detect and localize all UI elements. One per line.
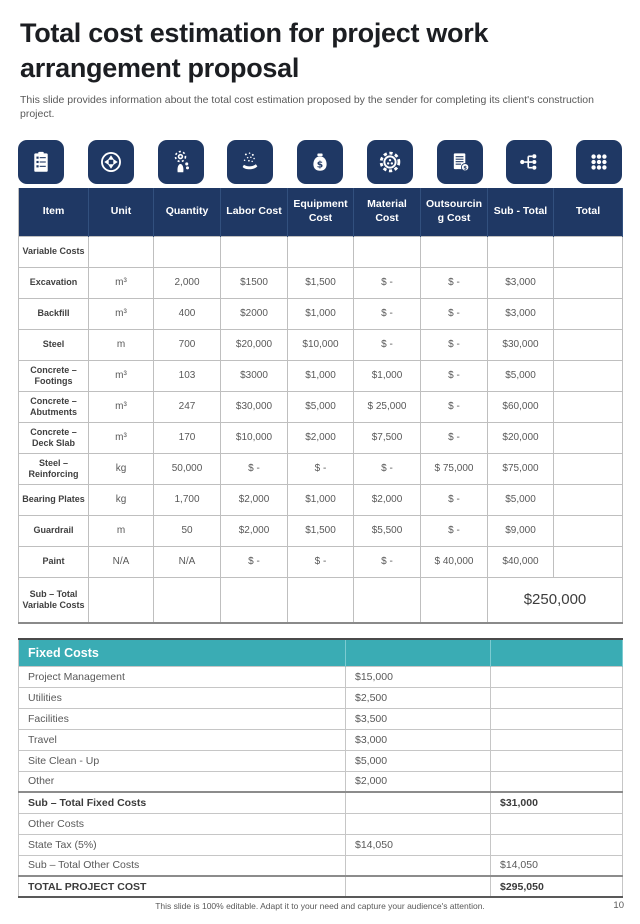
cost-table-row [19, 484, 623, 515]
cost-value-cell [554, 267, 623, 298]
cost-value-cell [554, 453, 623, 484]
fixed-cost-value: $2,500 [346, 687, 491, 708]
cost-value-cell: m [89, 329, 154, 360]
cost-value-cell: 1,700 [154, 484, 221, 515]
cost-value-cell: $ - [421, 360, 488, 391]
cost-value-cell: $9,000 [488, 515, 554, 546]
cost-value-cell: $ - [354, 453, 421, 484]
cost-value-cell: $2,000 [354, 484, 421, 515]
cost-table-row [19, 577, 623, 623]
cost-value-cell: $ - [421, 422, 488, 453]
fixed-cost-value: $3,500 [346, 708, 491, 729]
cost-value-cell: $ 40,000 [421, 546, 488, 577]
cost-value-cell: $ - [421, 267, 488, 298]
cost-empty-cell [221, 577, 288, 623]
fixed-cost-value: $3,000 [346, 729, 491, 750]
page-title: Total cost estimation for project work arrangement proposal [20, 18, 489, 84]
cost-value-cell [554, 329, 623, 360]
cost-value-cell: $1500 [221, 267, 288, 298]
money-bag-icon [297, 140, 343, 184]
fixed-cost-value [346, 876, 491, 897]
gear-settings-icon [367, 140, 413, 184]
cost-value-cell: $1,000 [354, 360, 421, 391]
cost-column-header: Equipment Cost [288, 188, 354, 236]
fixed-cost-label: Sub – Total Other Costs [19, 855, 346, 876]
cost-table-header-row [19, 188, 623, 236]
cost-value-cell: $ - [288, 453, 354, 484]
variable-costs-subtotal: $250,000 [488, 577, 623, 623]
cost-value-cell: $30,000 [221, 391, 288, 422]
cost-value-cell: $2000 [221, 298, 288, 329]
cost-value-cell: $5,000 [288, 391, 354, 422]
fixed-cost-value: $14,050 [346, 834, 491, 855]
fixed-cost-total [491, 666, 623, 687]
fixed-cost-label: State Tax (5%) [19, 834, 346, 855]
fixed-cost-label: Sub – Total Fixed Costs [19, 792, 346, 813]
cost-table-row [19, 360, 623, 391]
fixed-costs-row [19, 876, 623, 897]
fixed-costs-header-label: Fixed Costs [19, 639, 346, 666]
cost-table-row [19, 329, 623, 360]
cost-value-cell: $ - [221, 453, 288, 484]
cost-value-cell: 103 [154, 360, 221, 391]
clipboard-checklist-icon [18, 140, 64, 184]
cost-value-cell: 247 [154, 391, 221, 422]
cost-value-cell: $60,000 [488, 391, 554, 422]
fixed-cost-value [346, 855, 491, 876]
fixed-costs-row [19, 855, 623, 876]
cost-value-cell: 170 [154, 422, 221, 453]
cost-value-cell: $10,000 [288, 329, 354, 360]
cost-item-cell: Paint [19, 546, 89, 577]
cost-value-cell: $1,000 [288, 360, 354, 391]
cost-column-header: Sub - Total [488, 188, 554, 236]
cost-column-header: Outsourcing Cost [421, 188, 488, 236]
svg-text:$: $ [316, 159, 324, 171]
cost-value-cell [554, 391, 623, 422]
cost-table-row [19, 391, 623, 422]
cost-empty-cell [154, 577, 221, 623]
cost-value-cell: $40,000 [488, 546, 554, 577]
fixed-costs-row [19, 834, 623, 855]
cost-empty-cell [89, 577, 154, 623]
cost-value-cell: $ - [421, 329, 488, 360]
cost-value-cell [89, 236, 154, 267]
cost-value-cell: $1,000 [288, 298, 354, 329]
fixed-costs-header-spacer [491, 639, 623, 666]
cost-empty-cell [354, 577, 421, 623]
fixed-costs-row [19, 771, 623, 792]
cost-value-cell: 400 [154, 298, 221, 329]
cost-item-cell: Concrete – Footings [19, 360, 89, 391]
cost-item-cell: Excavation [19, 267, 89, 298]
cost-value-cell: $ 75,000 [421, 453, 488, 484]
fixed-costs-row [19, 792, 623, 813]
cost-value-cell: $ - [354, 546, 421, 577]
cost-value-cell: m³ [89, 391, 154, 422]
cost-value-cell: $5,500 [354, 515, 421, 546]
cost-item-cell: Steel [19, 329, 89, 360]
cost-value-cell: 700 [154, 329, 221, 360]
fixed-cost-total: $14,050 [491, 855, 623, 876]
cost-value-cell: $ 25,000 [354, 391, 421, 422]
invoice-coin-icon [437, 140, 483, 184]
fixed-cost-value: $15,000 [346, 666, 491, 687]
fixed-cost-label: Site Clean - Up [19, 750, 346, 771]
cost-item-cell: Concrete – Deck Slab [19, 422, 89, 453]
cost-item-cell: Guardrail [19, 515, 89, 546]
cost-value-cell: 50,000 [154, 453, 221, 484]
fixed-costs-row [19, 687, 623, 708]
cost-value-cell: m³ [89, 298, 154, 329]
fixed-costs-row [19, 666, 623, 687]
cost-value-cell: N/A [89, 546, 154, 577]
cost-value-cell: $10,000 [221, 422, 288, 453]
fixed-cost-total [491, 729, 623, 750]
cost-value-cell: m³ [89, 422, 154, 453]
fixed-cost-label: Other [19, 771, 346, 792]
cost-value-cell: $3,000 [488, 298, 554, 329]
cost-column-header: Total [554, 188, 623, 236]
cost-value-cell [421, 236, 488, 267]
slide-description: This slide provides information about the total cost estimation proposed by the sender for completing its client's construction project. [20, 94, 594, 120]
fixed-cost-label: Facilities [19, 708, 346, 729]
cost-value-cell: $ - [354, 329, 421, 360]
fixed-cost-total [491, 813, 623, 834]
cost-table-row [19, 422, 623, 453]
fixed-cost-label: TOTAL PROJECT COST [19, 876, 346, 897]
cost-value-cell: kg [89, 453, 154, 484]
cost-empty-cell [288, 577, 354, 623]
cost-table-row [19, 267, 623, 298]
footer-note: This slide is 100% editable. Adapt it to your need and capture your audience's attention. [155, 901, 485, 911]
cost-value-cell: m³ [89, 267, 154, 298]
svg-text:$: $ [462, 164, 467, 171]
fixed-cost-label: Other Costs [19, 813, 346, 834]
cost-value-cell: $2,000 [221, 515, 288, 546]
fixed-cost-total [491, 708, 623, 729]
cost-value-cell [554, 298, 623, 329]
fixed-costs-row [19, 729, 623, 750]
cost-table-row [19, 546, 623, 577]
fixed-cost-value: $5,000 [346, 750, 491, 771]
fixed-cost-total [491, 687, 623, 708]
cost-value-cell: $3000 [221, 360, 288, 391]
cost-item-cell: Sub – Total Variable Costs [19, 577, 89, 623]
fixed-cost-label: Utilities [19, 687, 346, 708]
cost-column-header: Labor Cost [221, 188, 288, 236]
fixed-costs-header-row [19, 639, 623, 666]
cost-value-cell: $ - [421, 298, 488, 329]
cost-column-header: Unit [89, 188, 154, 236]
fixed-costs-row [19, 750, 623, 771]
cost-value-cell [554, 360, 623, 391]
fixed-costs-row [19, 813, 623, 834]
cost-value-cell: kg [89, 484, 154, 515]
cost-value-cell [154, 236, 221, 267]
fixed-cost-total [491, 834, 623, 855]
cost-value-cell: $5,000 [488, 484, 554, 515]
cost-table-row [19, 236, 623, 267]
cost-value-cell [554, 236, 623, 267]
fixed-cost-total [491, 750, 623, 771]
cost-value-cell: $1,500 [288, 515, 354, 546]
cost-item-cell: Steel – Reinforcing [19, 453, 89, 484]
fixed-cost-total: $31,000 [491, 792, 623, 813]
cost-value-cell [554, 422, 623, 453]
hand-gear-icon [158, 140, 204, 184]
fixed-cost-value [346, 813, 491, 834]
cost-value-cell: $1,000 [288, 484, 354, 515]
fixed-cost-value [346, 792, 491, 813]
cost-value-cell [554, 546, 623, 577]
cost-value-cell: $2,000 [288, 422, 354, 453]
dot-grid-icon [576, 140, 622, 184]
fixed-cost-total [491, 771, 623, 792]
cost-value-cell: $5,000 [488, 360, 554, 391]
cost-value-cell [554, 515, 623, 546]
cost-item-cell: Concrete – Abutments [19, 391, 89, 422]
cost-value-cell: $ - [421, 391, 488, 422]
cost-item-cell: Variable Costs [19, 236, 89, 267]
fixed-cost-label: Project Management [19, 666, 346, 687]
fixed-costs-row [19, 708, 623, 729]
cost-column-header: Material Cost [354, 188, 421, 236]
cost-value-cell: $30,000 [488, 329, 554, 360]
cost-value-cell: $20,000 [221, 329, 288, 360]
cost-value-cell: 2,000 [154, 267, 221, 298]
cost-value-cell: m³ [89, 360, 154, 391]
page-number: 10 [613, 900, 624, 911]
cost-column-header: Quantity [154, 188, 221, 236]
cost-value-cell: $75,000 [488, 453, 554, 484]
cost-value-cell [354, 236, 421, 267]
cost-table-row [19, 515, 623, 546]
cost-value-cell: N/A [154, 546, 221, 577]
fixed-costs-table [18, 638, 623, 898]
cost-value-cell: $ - [354, 267, 421, 298]
cost-value-cell: 50 [154, 515, 221, 546]
fixed-cost-value: $2,000 [346, 771, 491, 792]
cost-value-cell: $ - [354, 298, 421, 329]
fixed-cost-label: Travel [19, 729, 346, 750]
cost-value-cell [288, 236, 354, 267]
cost-value-cell [488, 236, 554, 267]
cost-value-cell: $2,000 [221, 484, 288, 515]
cost-value-cell: $ - [421, 484, 488, 515]
cost-value-cell: $ - [421, 515, 488, 546]
team-collaboration-icon [88, 140, 134, 184]
fixed-costs-header-spacer [346, 639, 491, 666]
cost-table-row [19, 453, 623, 484]
cost-item-cell: Backfill [19, 298, 89, 329]
cost-table-row [19, 298, 623, 329]
cost-column-header: Item [19, 188, 89, 236]
cost-value-cell: $3,000 [488, 267, 554, 298]
hierarchy-icon [506, 140, 552, 184]
cost-value-cell: $20,000 [488, 422, 554, 453]
cost-empty-cell [421, 577, 488, 623]
cost-value-cell [554, 484, 623, 515]
cost-value-cell: $1,500 [288, 267, 354, 298]
cost-value-cell: $7,500 [354, 422, 421, 453]
cost-value-cell: $ - [221, 546, 288, 577]
cost-value-cell [221, 236, 288, 267]
fixed-cost-total: $295,050 [491, 876, 623, 897]
cost-item-cell: Bearing Plates [19, 484, 89, 515]
cost-value-cell: m [89, 515, 154, 546]
variable-costs-table [18, 188, 623, 624]
hand-sparkles-icon [227, 140, 273, 184]
icon-strip [18, 139, 622, 184]
cost-value-cell: $ - [288, 546, 354, 577]
